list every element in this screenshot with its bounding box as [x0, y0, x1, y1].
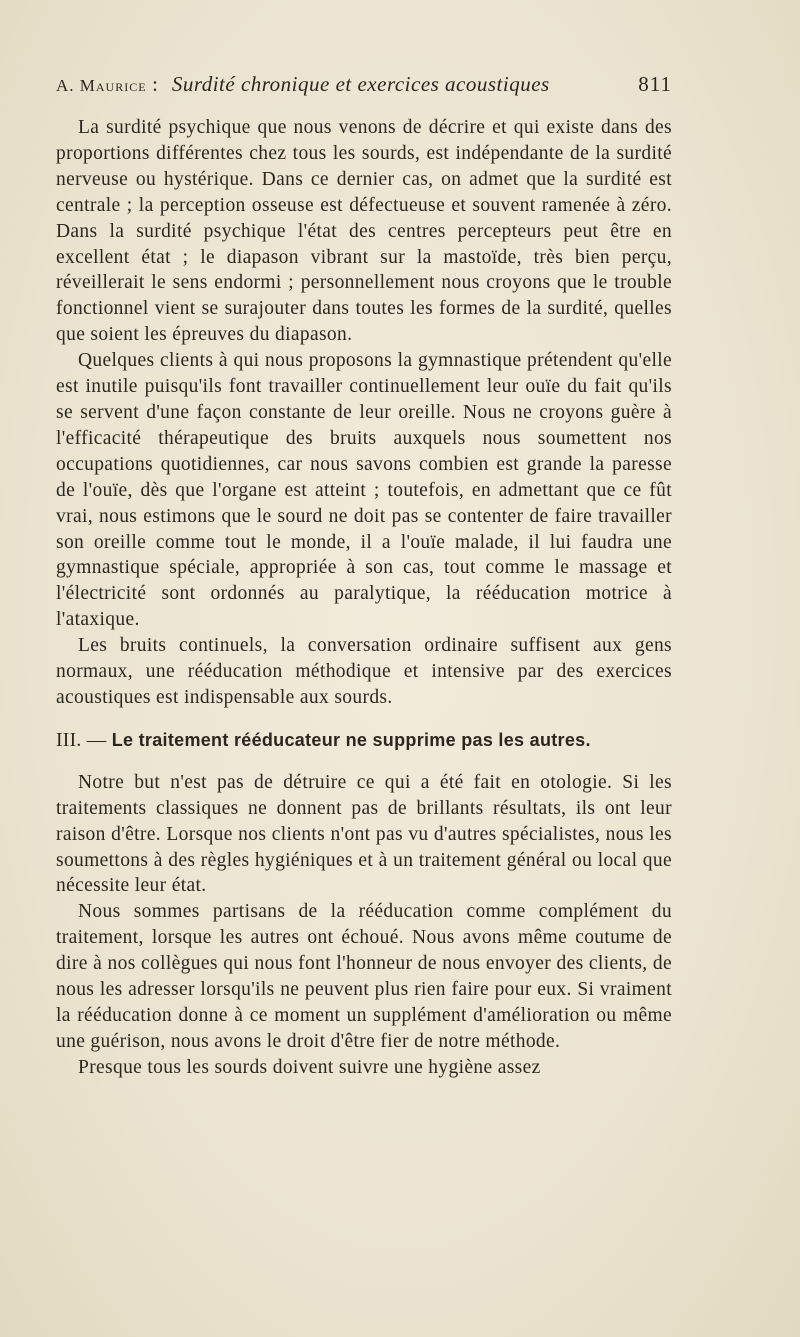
paragraph-2: Quelques clients à qui nous proposons la gymnastique prétendent qu'elle est inutile puisqu'ils font travailler continuellement leur ouïe du fait qu'ils se servent d'une façon constante de leur oreille. Nous ne croyons guère à l'efficacité thérapeutique des bruits auxquels nous soumettent nos occupations quotidiennes, car nous savons combien est grande la paresse de l'ouïe, dès que l'organe est atteint ; toutefois, en admettant que ce fût vrai, nous estimons que le sourd ne doit pas se contenter de faire travailler son oreille comme tout le monde, il a l'ouïe malade, il lui faudra une gymnastique spéciale, appropriée à son cas, tout comme le massage et l'électricité sont ordonnés au paralytique, la rééducation motrice à l'ataxique. [56, 350, 672, 631]
page-number: 811 [638, 72, 672, 96]
paragraph-3: Les bruits continuels, la conversation ordinaire suffisent aux gens normaux, une rééducation méthodique et intensive par des exercices acoustiques est indispensable aux sourds. [56, 635, 672, 708]
section-title: Le traitement rééducateur ne supprime pas les autres. [111, 729, 591, 750]
running-head-title: Surdité chronique et exercices acoustiques [171, 72, 550, 96]
section-number: III. — [56, 729, 107, 751]
author-name: A. Maurice [56, 76, 147, 95]
paragraph-5: Nous sommes partisans de la rééducation comme complément du traitement, lorsque les autres ont échoué. Nous avons même coutume de dire à nos collègues qui nous font l'honneur de nous envoyer des clients, de nous les adresser lorsqu'ils ne peuvent plus rien faire pour eux. Si vraiment la rééducation donne à ce moment un supplément d'amélioration ou même une guérison, nous avons le droit d'être fier de notre méthode. [56, 901, 672, 1052]
running-head-separator: : [152, 72, 159, 96]
paragraph-1: La surdité psychique que nous venons de décrire et qui existe dans des proportions différentes chez tous les sourds, est indépendante de la surdité nerveuse ou hystérique. Dans ce dernier cas, on admet que la surdité est centrale ; la perception osseuse est défectueuse et souvent ramenée à zéro. Dans la surdité psychique l'état des centres percepteurs peut être en excellent état ; le diapason vibrant sur la mastoïde, très bien perçu, réveillerait le sens endormi ; personnellement nous croyons que le trouble fonctionnel vient se surajouter dans toutes les formes de la surdité, quelles que soient les épreuves du diapason. [56, 117, 672, 346]
book-page [56, 72, 672, 1081]
paragraph-4: Notre but n'est pas de détruire ce qui a été fait en otologie. Si les traitements classiques ne donnent pas de brillants résultats, ils ont leur raison d'être. Lorsque nos clients n'ont pas vu d'autres spécialistes, nous les soumettons à des règles hygiéniques et à un traitement général ou local que nécessite leur état. [56, 771, 672, 897]
section-heading [56, 727, 672, 754]
running-head [56, 72, 672, 104]
paragraph-6: Presque tous les sourds doivent suivre une hygiène assez [78, 1056, 541, 1078]
